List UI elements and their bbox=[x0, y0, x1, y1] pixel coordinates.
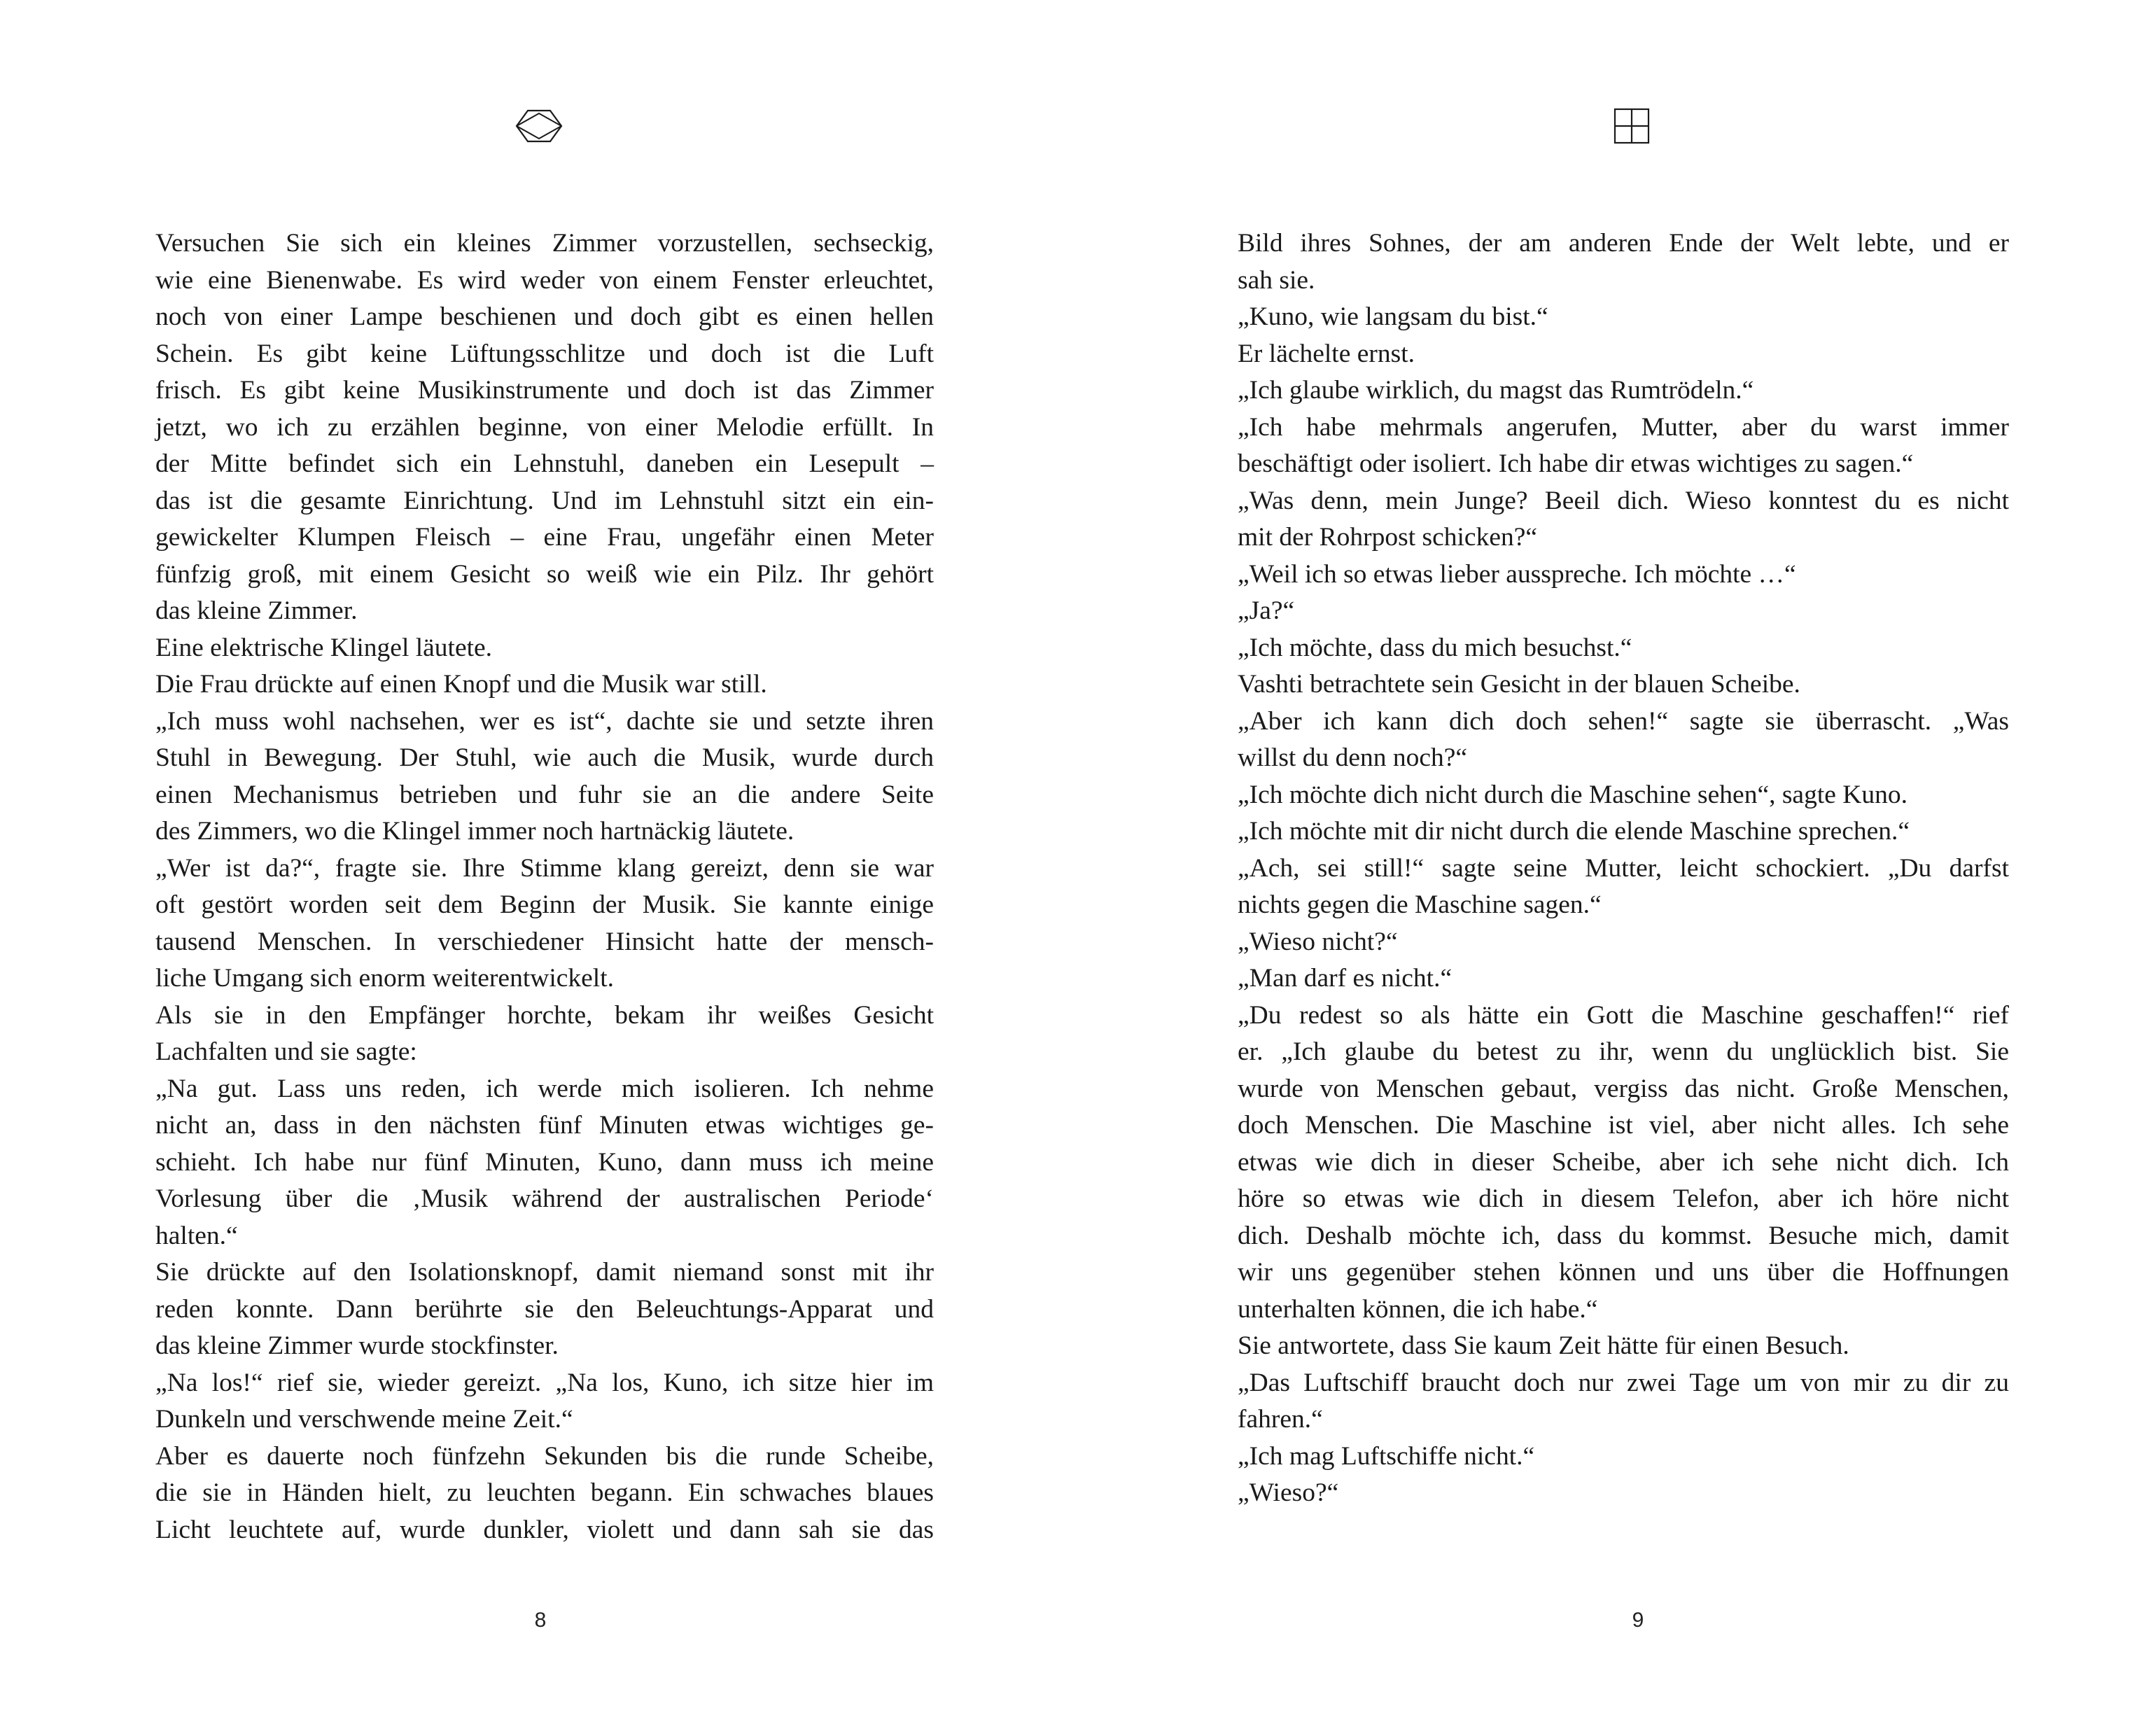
text-line: er. „Ich glaube du betest zu ihr, wenn du unglücklich bist. Sie bbox=[1238, 1037, 2009, 1066]
text-line: Schein. Es gibt keine Lüftungsschlitze und doch ist die Luft bbox=[155, 339, 934, 368]
text-line: halten.“ bbox=[155, 1221, 238, 1250]
window-grid-icon bbox=[1612, 106, 1651, 146]
text-line: „Du redest so als hätte ein Gott die Maschine geschaffen!“ rief bbox=[1238, 1000, 2009, 1030]
hexagon-icon bbox=[514, 106, 564, 146]
right-page bbox=[1074, 0, 2149, 1736]
text-line: Vorlesung über die ‚Musik während der australischen Periode‘ bbox=[155, 1184, 934, 1213]
text-line: „Kuno, wie langsam du bist.“ bbox=[1238, 302, 1548, 331]
text-line: der Mitte befindet sich ein Lehnstuhl, daneben ein Lesepult – bbox=[155, 449, 934, 478]
text-line: etwas wie dich in dieser Scheibe, aber ich sehe nicht dich. Ich bbox=[1238, 1147, 2009, 1177]
text-line: „Ja?“ bbox=[1238, 596, 1295, 625]
text-line: „Man darf es nicht.“ bbox=[1238, 964, 1452, 993]
text-line: jetzt, wo ich zu erzählen beginne, von einer Melodie erfüllt. In bbox=[155, 412, 934, 442]
text-line: „Ich glaube wirklich, du magst das Rumtrödeln.“ bbox=[1238, 376, 1754, 405]
text-line: wie eine Bienenwabe. Es wird weder von einem Fenster erleuchtet, bbox=[155, 265, 934, 295]
text-line: Dunkeln und verschwende meine Zeit.“ bbox=[155, 1405, 573, 1434]
right-page-body-text bbox=[1238, 225, 2009, 1512]
text-line: Die Frau drückte auf einen Knopf und die Musik war still. bbox=[155, 670, 767, 699]
page-number: 8 bbox=[534, 1609, 547, 1632]
text-line: „Ich muss wohl nachsehen, wer es ist“, dachte sie und setzte ihren bbox=[155, 706, 934, 736]
text-line: nichts gegen die Maschine sagen.“ bbox=[1238, 890, 1602, 919]
text-line: einen Mechanismus betrieben und fuhr sie an die andere Seite bbox=[155, 780, 934, 809]
text-line: Versuchen Sie sich ein kleines Zimmer vorzustellen, sechseckig, bbox=[155, 229, 934, 258]
text-line: „Was denn, mein Junge? Beeil dich. Wieso konntest du es nicht bbox=[1238, 486, 2009, 515]
text-line: „Wieso?“ bbox=[1238, 1478, 1339, 1507]
text-line: Lachfalten und sie sagte: bbox=[155, 1037, 417, 1066]
text-line: Aber es dauerte noch fünfzehn Sekunden bis die runde Scheibe, bbox=[155, 1441, 934, 1471]
text-line: des Zimmers, wo die Klingel immer noch hartnäckig läutete. bbox=[155, 817, 794, 846]
text-line: liche Umgang sich enorm weiterentwickelt. bbox=[155, 964, 614, 993]
text-line: fahren.“ bbox=[1238, 1405, 1323, 1434]
text-line: noch von einer Lampe beschienen und doch gibt es einen hellen bbox=[155, 302, 934, 331]
text-line: beschäftigt oder isoliert. Ich habe dir etwas wichtiges zu sagen.“ bbox=[1238, 449, 1914, 478]
text-line: gewickelter Klumpen Fleisch – eine Frau, ungefähr einen Meter bbox=[155, 523, 934, 552]
page-number: 9 bbox=[1632, 1609, 1644, 1632]
text-line: Vashti betrachtete sein Gesicht in der blauen Scheibe. bbox=[1238, 670, 1800, 699]
text-line: willst du denn noch?“ bbox=[1238, 743, 1468, 772]
text-line: „Ich möchte, dass du mich besuchst.“ bbox=[1238, 633, 1632, 662]
text-line: „Aber ich kann dich doch sehen!“ sagte sie überrascht. „Was bbox=[1238, 706, 2009, 736]
left-page-body-text bbox=[155, 225, 934, 1548]
text-line: nicht an, dass in den nächsten fünf Minuten etwas wichtiges ge- bbox=[155, 1111, 934, 1140]
text-line: „Weil ich so etwas lieber ausspreche. Ich möchte …“ bbox=[1238, 559, 1796, 589]
text-line: Stuhl in Bewegung. Der Stuhl, wie auch die Musik, wurde durch bbox=[155, 743, 934, 772]
left-page bbox=[0, 0, 1074, 1736]
text-line: „Wieso nicht?“ bbox=[1238, 927, 1398, 956]
text-line: die sie in Händen hielt, zu leuchten begann. Ein schwaches blaues bbox=[155, 1478, 934, 1507]
text-line: tausend Menschen. In verschiedener Hinsicht hatte der mensch- bbox=[155, 927, 934, 956]
text-line: Sie antwortete, dass Sie kaum Zeit hätte für einen Besuch. bbox=[1238, 1331, 1849, 1360]
text-line: sah sie. bbox=[1238, 265, 1315, 295]
text-line: frisch. Es gibt keine Musikinstrumente und doch ist das Zimmer bbox=[155, 376, 934, 405]
text-line: Bild ihres Sohnes, der am anderen Ende der Welt lebte, und er bbox=[1238, 229, 2009, 258]
text-line: Er lächelte ernst. bbox=[1238, 339, 1415, 368]
text-line: „Na gut. Lass uns reden, ich werde mich isolieren. Ich nehme bbox=[155, 1074, 934, 1103]
text-line: oft gestört worden seit dem Beginn der Musik. Sie kannte einige bbox=[155, 890, 934, 919]
text-line: „Ich möchte mit dir nicht durch die elende Maschine sprechen.“ bbox=[1238, 817, 1910, 846]
text-line: das kleine Zimmer. bbox=[155, 596, 358, 625]
text-line: dich. Deshalb möchte ich, dass du kommst. Besuche mich, damit bbox=[1238, 1221, 2009, 1250]
text-line: „Na los!“ rief sie, wieder gereizt. „Na los, Kuno, ich sitze hier im bbox=[155, 1368, 934, 1397]
text-line: „Das Luftschiff braucht doch nur zwei Tage um von mir zu dir zu bbox=[1238, 1368, 2009, 1397]
text-line: schieht. Ich habe nur fünf Minuten, Kuno, dann muss ich meine bbox=[155, 1147, 934, 1177]
text-line: wurde von Menschen gebaut, vergiss das nicht. Große Menschen, bbox=[1238, 1074, 2009, 1103]
text-line: Als sie in den Empfänger horchte, bekam ihr weißes Gesicht bbox=[155, 1000, 934, 1030]
text-line: fünfzig groß, mit einem Gesicht so weiß wie ein Pilz. Ihr gehört bbox=[155, 559, 934, 589]
text-line: reden konnte. Dann berührte sie den Beleuchtungs-Apparat und bbox=[155, 1294, 934, 1324]
text-line: „Ich mag Luftschiffe nicht.“ bbox=[1238, 1441, 1535, 1471]
text-line: mit der Rohrpost schicken?“ bbox=[1238, 523, 1538, 552]
text-line: doch Menschen. Die Maschine ist viel, aber nicht alles. Ich sehe bbox=[1238, 1111, 2009, 1140]
text-line: „Ich möchte dich nicht durch die Maschine sehen“, sagte Kuno. bbox=[1238, 780, 1907, 809]
text-line: Sie drückte auf den Isolationsknopf, damit niemand sonst mit ihr bbox=[155, 1258, 934, 1287]
text-line: Eine elektrische Klingel läutete. bbox=[155, 633, 493, 662]
text-line: höre so etwas wie dich in diesem Telefon, aber ich höre nicht bbox=[1238, 1184, 2009, 1213]
text-line: das kleine Zimmer wurde stockfinster. bbox=[155, 1331, 559, 1360]
text-line: Licht leuchtete auf, wurde dunkler, violett und dann sah sie das bbox=[155, 1515, 934, 1544]
text-line: „Ich habe mehrmals angerufen, Mutter, aber du warst immer bbox=[1238, 412, 2009, 442]
text-line: das ist die gesamte Einrichtung. Und im Lehnstuhl sitzt ein ein- bbox=[155, 486, 934, 515]
text-line: wir uns gegenüber stehen können und uns über die Hoffnungen bbox=[1238, 1258, 2009, 1287]
text-line: „Wer ist da?“, fragte sie. Ihre Stimme klang gereizt, denn sie war bbox=[155, 853, 934, 883]
text-line: „Ach, sei still!“ sagte seine Mutter, leicht schockiert. „Du darfst bbox=[1238, 853, 2009, 883]
text-line: unterhalten können, die ich habe.“ bbox=[1238, 1294, 1598, 1324]
